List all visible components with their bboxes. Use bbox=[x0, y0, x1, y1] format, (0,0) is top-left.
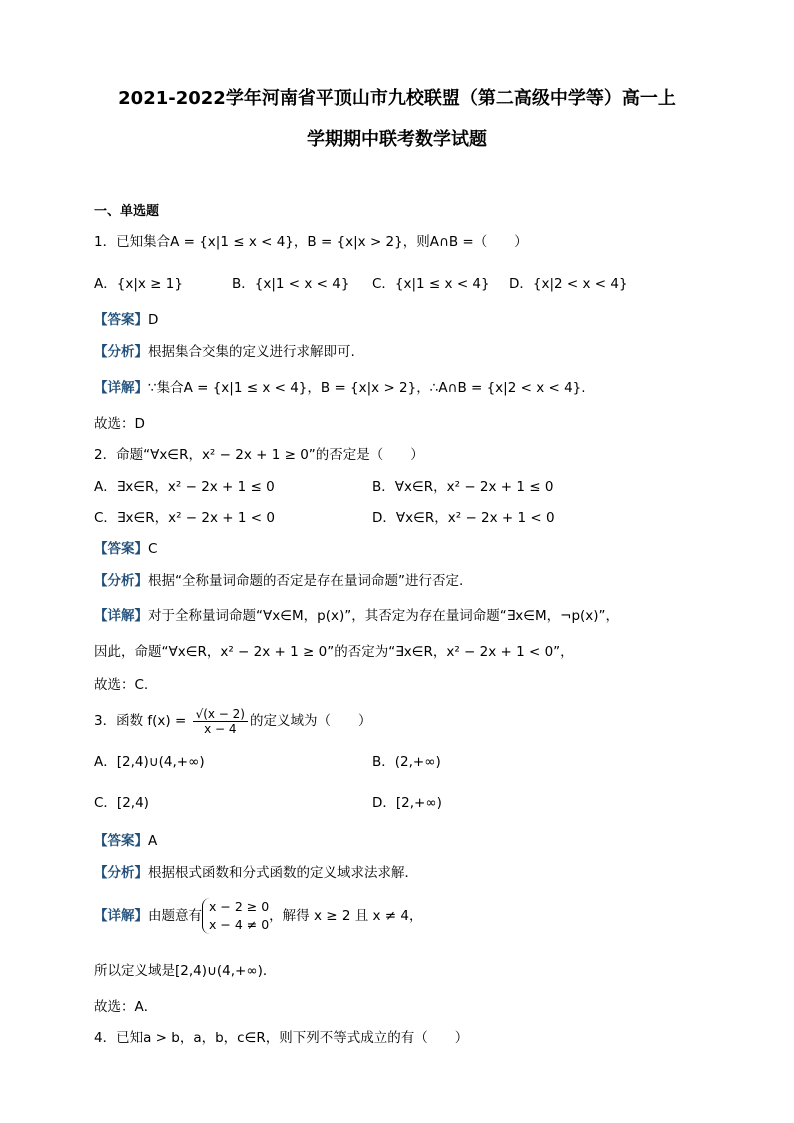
analysis-tag: 【分析】 bbox=[94, 865, 148, 881]
q3-stem-prefix: 3．函数 f(x) = bbox=[94, 713, 191, 729]
q3-system-line1: x − 2 ≥ 0 bbox=[209, 899, 270, 914]
q3-analysis bbox=[94, 863, 418, 883]
q3-option-c: C．[2,4) bbox=[94, 795, 149, 811]
q2-detail-line2: 因此，命题“∀x∈R，x² − 2x + 1 ≥ 0”的否定为“∃x∈R，x² − 2x + 1 < 0”， bbox=[94, 644, 574, 660]
q1-answer bbox=[94, 310, 158, 330]
q3-conclusion: 所以定义域是[2,4)∪(4,+∞)． bbox=[94, 963, 277, 979]
q3-option-a: A．[2,4)∪(4,+∞) bbox=[94, 754, 205, 770]
q1-option-d: D．{x|2 < x < 4} bbox=[509, 276, 628, 292]
q3-option-b: B．(2,+∞) bbox=[372, 754, 441, 770]
q1-choice: 故选：D bbox=[94, 416, 145, 432]
q3-detail-prefix: 由题意有 bbox=[148, 908, 202, 924]
q1-analysis bbox=[94, 342, 355, 362]
q1-option-b: B．{x|1 < x < 4} bbox=[232, 276, 350, 292]
q3-system-line2: x − 4 ≠ 0 bbox=[209, 917, 270, 932]
q3-option-d: D．[2,+∞) bbox=[372, 795, 442, 811]
detail-tag: 【详解】 bbox=[94, 908, 148, 924]
answer-tag: 【答案】 bbox=[94, 312, 148, 328]
q3-fraction bbox=[193, 707, 248, 736]
q3-analysis-text: 根据根式函数和分式函数的定义域求法求解． bbox=[148, 865, 418, 881]
q3-stem-suffix: 的定义域为（ ） bbox=[250, 713, 372, 729]
q2-detail-text: 对于全称量词命题“∀x∈M，p(x)”，其否定为存在量词命题“∃x∈M，¬p(x)”， bbox=[148, 608, 620, 624]
q2-answer bbox=[94, 539, 157, 559]
page-title-line2: 学期期中联考数学试题 bbox=[307, 129, 487, 150]
q3-fraction-numerator: √(x − 2) bbox=[193, 707, 248, 722]
q2-analysis-text: 根据“全称量词命题的否定是存在量词命题”进行否定. bbox=[148, 573, 464, 589]
answer-tag: 【答案】 bbox=[94, 541, 148, 557]
q2-option-d: D．∀x∈R，x² − 2x + 1 < 0 bbox=[372, 510, 555, 526]
q3-detail bbox=[94, 898, 422, 934]
q3-answer bbox=[94, 831, 157, 851]
analysis-tag: 【分析】 bbox=[94, 344, 148, 360]
answer-tag: 【答案】 bbox=[94, 833, 148, 849]
q2-analysis bbox=[94, 571, 463, 591]
q3-fraction-denominator: x − 4 bbox=[204, 721, 237, 736]
q1-answer-value: D bbox=[148, 312, 159, 328]
q1-detail-text: ∵集合A = {x|1 ≤ x < 4}，B = {x|x > 2}，∴A∩B = {x|2 < x < 4}. bbox=[148, 380, 586, 396]
page-title-line1: 2021-2022学年河南省平顶山市九校联盟（第二高级中学等）高一上 bbox=[118, 88, 676, 109]
q2-choice: 故选：C. bbox=[94, 677, 149, 693]
q2-answer-value: C bbox=[148, 541, 158, 557]
q2-stem: 2．命题“∀x∈R，x² − 2x + 1 ≥ 0”的否定是（ ） bbox=[94, 447, 424, 463]
analysis-tag: 【分析】 bbox=[94, 573, 148, 589]
q2-option-c: C．∃x∈R，x² − 2x + 1 < 0 bbox=[94, 510, 275, 526]
q1-option-a: A．{x|x ≥ 1} bbox=[94, 276, 183, 292]
q3-choice: 故选：A． bbox=[94, 999, 158, 1015]
q4-stem: 4．已知a > b，a，b，c∈R，则下列不等式成立的有（ ） bbox=[94, 1030, 469, 1046]
q1-option-c: C．{x|1 ≤ x < 4} bbox=[372, 276, 490, 292]
q2-detail bbox=[94, 606, 619, 626]
q3-answer-value: A bbox=[148, 833, 158, 849]
q2-option-b: B．∀x∈R，x² − 2x + 1 ≤ 0 bbox=[372, 479, 554, 495]
detail-tag: 【详解】 bbox=[94, 608, 148, 624]
q1-detail bbox=[94, 378, 586, 398]
q3-inequality-system bbox=[202, 898, 269, 934]
q1-analysis-text: 根据集合交集的定义进行求解即可. bbox=[148, 344, 355, 360]
q3-detail-suffix: ，解得 x ≥ 2 且 x ≠ 4， bbox=[269, 908, 423, 924]
detail-tag: 【详解】 bbox=[94, 380, 148, 396]
q2-option-a: A．∃x∈R，x² − 2x + 1 ≤ 0 bbox=[94, 479, 275, 495]
q3-stem bbox=[94, 706, 372, 736]
q1-stem: 1．已知集合A = {x|1 ≤ x < 4}，B = {x|x > 2}，则A∩B =（ ） bbox=[94, 234, 528, 250]
section-heading: 一、单选题 bbox=[94, 204, 160, 219]
